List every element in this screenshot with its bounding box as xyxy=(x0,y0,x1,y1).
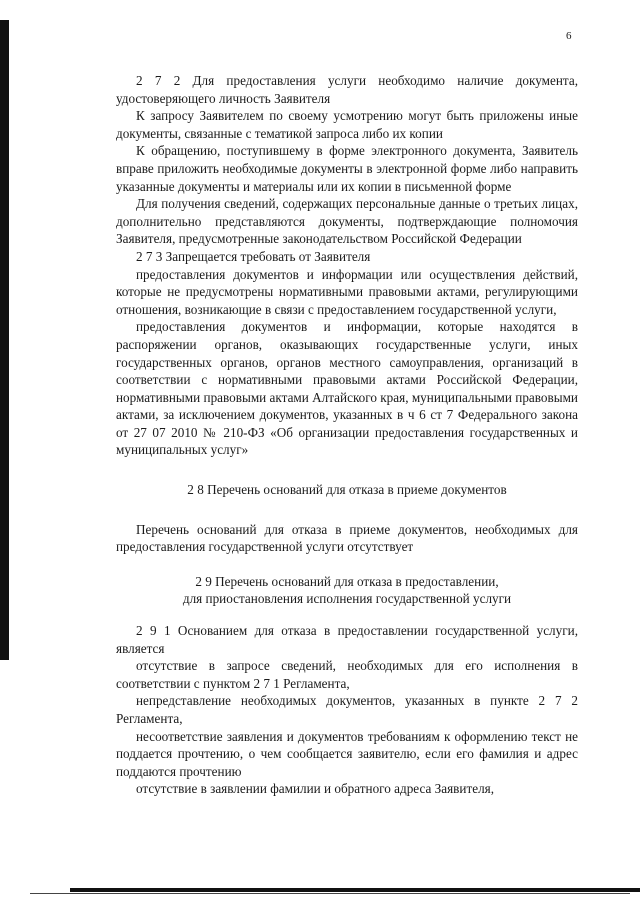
paragraph-attachments: К запросу Заявителем по своему усмотрению могут быть приложены иные документы, связанные с тематикой запроса либо их копии xyxy=(116,108,578,141)
paragraph-prohibition-1: предоставления документов и информации или осуществления действий, которые не предусмотрены нормативными правовыми актами, регулирующими отношения, возникающие в связи с предоставлением государственной услуги, xyxy=(116,266,578,317)
page-number: 6 xyxy=(566,30,572,42)
scan-edge-bottom xyxy=(70,888,640,892)
paragraph-272: 2 7 2 Для предоставления услуги необходимо наличие документа, удостоверяющего личность Заявителя xyxy=(116,73,578,106)
paragraph-electronic: К обращению, поступившему в форме электронного документа, Заявитель вправе приложить необходимые документы в электронной форме либо направить указанные документы и материалы или их копии в письменной форме xyxy=(116,143,578,194)
scan-edge-bottom-line xyxy=(30,893,630,894)
scan-edge-left xyxy=(0,20,9,660)
document-body xyxy=(116,72,578,798)
paragraph-291-item-4: отсутствие в заявлении фамилии и обратного адреса Заявителя, xyxy=(136,781,495,797)
paragraph-291: 2 9 1 Основанием для отказа в предоставлении государственной услуги, является xyxy=(116,623,578,656)
section-heading-28: 2 8 Перечень оснований для отказа в приеме документов xyxy=(187,482,507,498)
paragraph-28: Перечень оснований для отказа в приеме документов, необходимых для предоставления государственной услуги отсутствует xyxy=(116,521,578,555)
section-heading-29-line2: для приостановления исполнения государственной услуги xyxy=(182,591,512,607)
paragraph-291-item-2: непредставление необходимых документов, указанных в пункте 2 7 2 Регламента, xyxy=(116,693,578,726)
section-heading-29-line1: 2 9 Перечень оснований для отказа в предоставлении, xyxy=(195,573,499,589)
paragraph-prohibition-2: предоставления документов и информации, которые находятся в распоряжении органов, оказывающих государственные услуги, иных государственных органов, органов местного самоуправления, организаций в соответствии с нормативными правовыми актами Российской Федерации, нормативными правовыми актами Алтайского края, муниципальными правовыми актами, за исключением документов, указанных в ч 6 ст 7 Федерального закона от 27 07 2010 № 210-ФЗ «Об организации предоставления государственных и муниципальных услуг» xyxy=(116,319,578,458)
paragraph-third-party: Для получения сведений, содержащих персональные данные о третьих лицах, дополнительно представляются документы, подтверждающие полномочия Заявителя, предусмотренные законодательством Российской Федерации xyxy=(116,196,578,247)
paragraph-291-item-1: отсутствие в запросе сведений, необходимых для его исполнения в соответствии с пунктом 2 7 1 Регламента, xyxy=(116,658,578,691)
paragraph-273: 2 7 3 Запрещается требовать от Заявителя xyxy=(136,248,371,264)
paragraph-291-item-3: несоответствие заявления и документов требованиям к оформлению текст не поддается прочтению, о чем сообщается заявителю, если его фамилия и адрес поддаются прочтению xyxy=(116,728,578,779)
